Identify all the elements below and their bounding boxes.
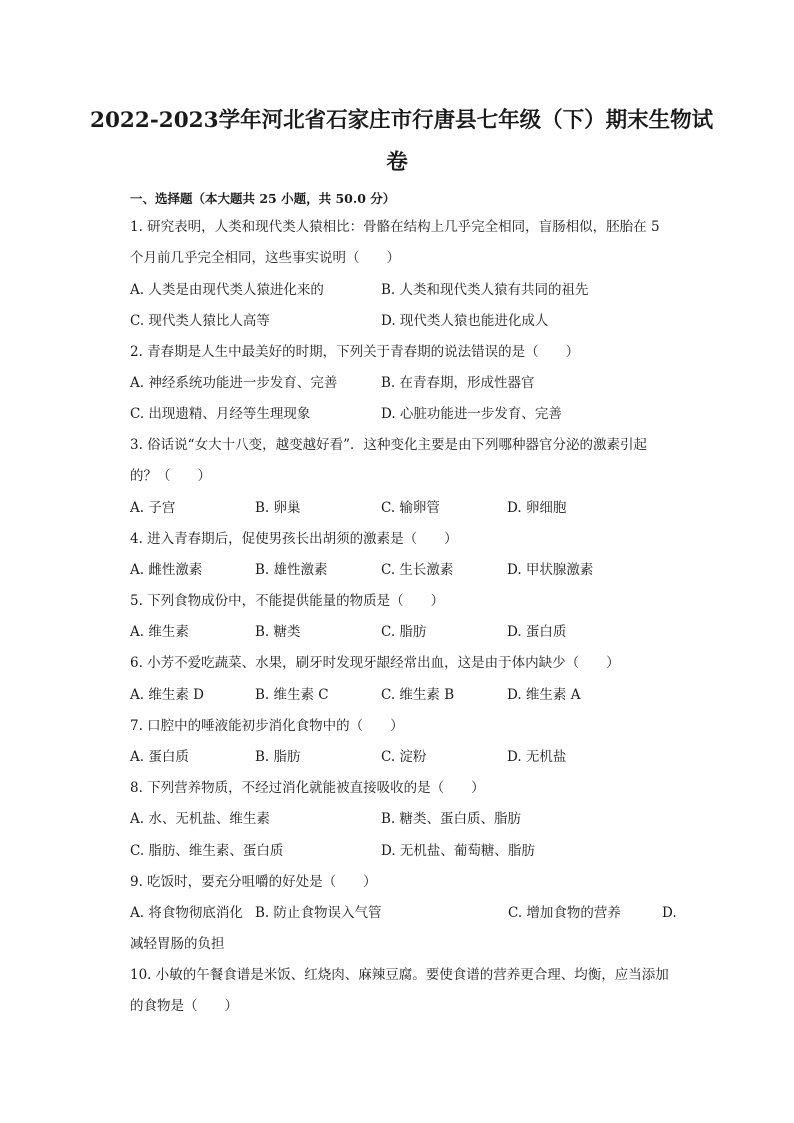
question-1-option-a[interactable]: A. 人类是由现代类人猿进化来的 bbox=[130, 282, 324, 298]
question-3-stem-line-1: 3. 俗话说“女大十八变，越变越好看”．这种变化主要是由下列哪种器官分泌的激素引起 bbox=[130, 437, 647, 453]
question-1-option-b[interactable]: B. 人类和现代类人猿有共同的祖先 bbox=[381, 282, 589, 298]
question-9-stem: 9. 吃饭时，要充分咀嚼的好处是（ ） bbox=[130, 874, 377, 890]
question-4-option-b[interactable]: B. 雄性激素 bbox=[255, 562, 328, 578]
question-5-option-a[interactable]: A. 维生素 bbox=[130, 624, 189, 640]
question-2-option-a[interactable]: A. 神经系统功能进一步发育、完善 bbox=[130, 375, 338, 391]
question-4-stem: 4. 进入青春期后，促使男孩长出胡须的激素是（ ） bbox=[130, 531, 458, 547]
question-3-option-a[interactable]: A. 子宫 bbox=[130, 500, 176, 516]
question-9-option-d-label[interactable]: D. bbox=[662, 905, 677, 921]
question-5-option-b[interactable]: B. 糖类 bbox=[255, 624, 301, 640]
question-6-stem: 6. 小芳不爱吃蔬菜、水果，刷牙时发现牙龈经常出血，这是由于体内缺少（ ） bbox=[130, 655, 620, 671]
question-1-option-c[interactable]: C. 现代类人猿比人高等 bbox=[130, 313, 270, 329]
question-1-stem-line-2: 个月前几乎完全相同，这些事实说明（ ） bbox=[130, 250, 400, 266]
question-9-option-c[interactable]: C. 增加食物的营养 bbox=[508, 905, 621, 921]
exam-title-line-1: 2022-2023学年河北省石家庄市行唐县七年级（下）期末生物试 bbox=[90, 108, 714, 133]
question-8-option-c[interactable]: C. 脂肪、维生素、蛋白质 bbox=[130, 843, 284, 859]
question-9-option-d-text[interactable]: 减轻胃肠的负担 bbox=[130, 936, 225, 952]
question-7-stem: 7. 口腔中的唾液能初步消化食物中的（ ） bbox=[130, 718, 404, 734]
question-1-stem-line-1: 1. 研究表明，人类和现代类人猿相比：骨骼在结构上几乎完全相同，盲肠相似，胚胎在 5 bbox=[130, 219, 660, 235]
question-8-option-b[interactable]: B. 糖类、蛋白质、脂肪 bbox=[381, 811, 522, 827]
question-5-option-c[interactable]: C. 脂肪 bbox=[381, 624, 427, 640]
question-3-option-c[interactable]: C. 输卵管 bbox=[381, 500, 440, 516]
question-1-option-d[interactable]: D. 现代类人猿也能进化成人 bbox=[381, 313, 549, 329]
question-3-stem-line-2: 的？（ ） bbox=[130, 468, 211, 484]
exam-title-line-2: 卷 bbox=[386, 150, 408, 175]
question-8-stem: 8. 下列营养物质，不经过消化就能被直接吸收的是（ ） bbox=[130, 780, 485, 796]
question-4-option-d[interactable]: D. 甲状腺激素 bbox=[507, 562, 594, 578]
question-9-option-b[interactable]: B. 防止食物误入气管 bbox=[255, 905, 382, 921]
question-3-option-b[interactable]: B. 卵巢 bbox=[255, 500, 301, 516]
question-2-option-b[interactable]: B. 在青春期，形成性器官 bbox=[381, 375, 535, 391]
question-6-option-d[interactable]: D. 维生素 A bbox=[507, 687, 581, 703]
question-4-option-c[interactable]: C. 生长激素 bbox=[381, 562, 454, 578]
question-3-option-d[interactable]: D. 卵细胞 bbox=[507, 500, 567, 516]
question-5-option-d[interactable]: D. 蛋白质 bbox=[507, 624, 567, 640]
question-7-option-b[interactable]: B. 脂肪 bbox=[255, 749, 301, 765]
question-10-stem-line-1: 10. 小敏的午餐食谱是米饭、红烧肉、麻辣豆腐。要使食谱的营养更合理、均衡，应当添加 bbox=[130, 967, 669, 983]
question-7-option-a[interactable]: A. 蛋白质 bbox=[130, 749, 189, 765]
section-header: 一、选择题（本大题共 25 小题，共 50.0 分） bbox=[130, 191, 396, 206]
question-2-stem: 2. 青春期是人生中最美好的时期，下列关于青春期的说法错误的是（ ） bbox=[130, 344, 580, 360]
question-7-option-c[interactable]: C. 淀粉 bbox=[381, 749, 427, 765]
question-9-option-a[interactable]: A. 将食物彻底消化 bbox=[130, 905, 243, 921]
question-7-option-d[interactable]: D. 无机盐 bbox=[507, 749, 567, 765]
question-10-stem-line-2: 的食物是（ ） bbox=[130, 998, 238, 1014]
question-6-option-c[interactable]: C. 维生素 B bbox=[381, 687, 455, 703]
question-8-option-a[interactable]: A. 水、无机盐、维生素 bbox=[130, 811, 270, 827]
question-6-option-b[interactable]: B. 维生素 C bbox=[255, 687, 329, 703]
question-4-option-a[interactable]: A. 雌性激素 bbox=[130, 562, 203, 578]
question-8-option-d[interactable]: D. 无机盐、葡萄糖、脂肪 bbox=[381, 843, 535, 859]
question-2-option-d[interactable]: D. 心脏功能进一步发育、完善 bbox=[381, 406, 562, 422]
question-6-option-a[interactable]: A. 维生素 D bbox=[130, 687, 204, 703]
question-5-stem: 5. 下列食物成份中，不能提供能量的物质是（ ） bbox=[130, 593, 445, 609]
question-2-option-c[interactable]: C. 出现遗精、月经等生理现象 bbox=[130, 406, 311, 422]
